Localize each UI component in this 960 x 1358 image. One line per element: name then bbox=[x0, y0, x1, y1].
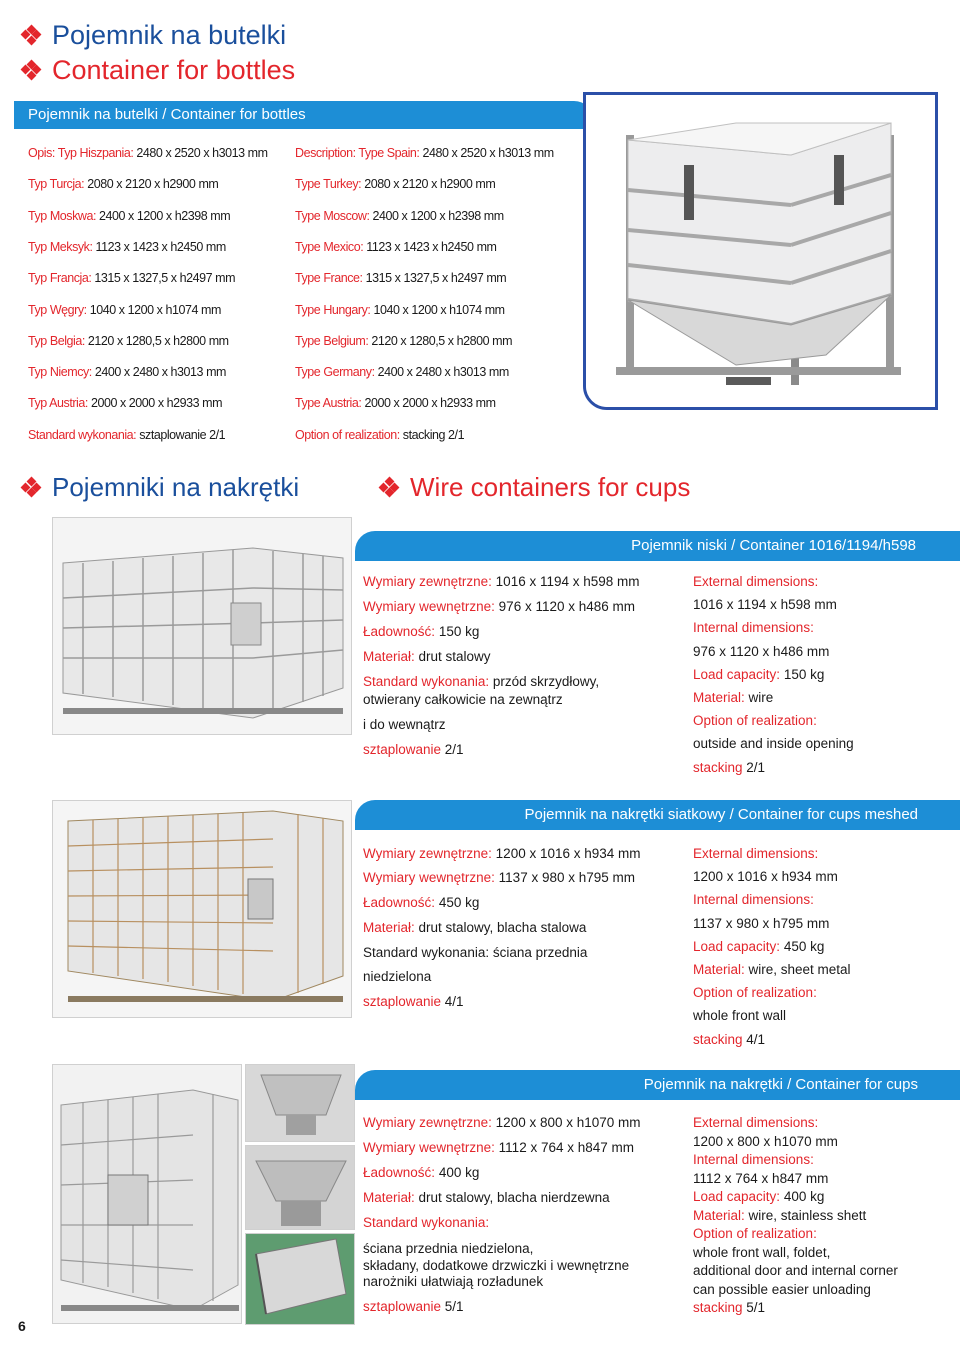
product2-bar: Pojemnik na nakrętki siatkowy / Container for cups meshed bbox=[355, 800, 960, 830]
spec-row bbox=[693, 1245, 830, 1260]
spec-row bbox=[693, 985, 817, 1000]
product3-bar: Pojemnik na nakrętki / Container for cups bbox=[355, 1070, 960, 1100]
diamond-bullet-icon bbox=[22, 61, 40, 79]
spec-row bbox=[363, 1215, 489, 1230]
spec-value: drut stalowy bbox=[414, 649, 491, 664]
spec-label: Internal dimensions: bbox=[693, 1152, 814, 1167]
spec-row bbox=[363, 599, 635, 614]
spec-row bbox=[693, 690, 773, 705]
spec-row bbox=[693, 869, 838, 884]
spec-value: 2080 x 2120 x h2900 mm bbox=[84, 177, 219, 192]
spec-label: Wymiary wewnętrzne: bbox=[363, 1140, 495, 1155]
spec-row bbox=[295, 240, 497, 254]
section2-title-pl: Pojemniki na nakrętki bbox=[22, 470, 299, 504]
spec-row bbox=[363, 1274, 543, 1289]
spec-row bbox=[363, 895, 479, 910]
spec-label: sztaplowanie bbox=[363, 994, 442, 1009]
spec-label: Wymiary zewnętrzne: bbox=[363, 846, 492, 861]
spec-row bbox=[693, 1171, 828, 1186]
spec-row bbox=[693, 892, 814, 907]
spec-row bbox=[295, 334, 512, 348]
spec-row bbox=[693, 667, 824, 682]
spec-row bbox=[693, 1189, 824, 1204]
spec-value: i do wewnątrz bbox=[363, 717, 446, 732]
spec-row bbox=[693, 1300, 765, 1315]
spec-value: outside and inside opening bbox=[693, 736, 854, 752]
spec-value: 976 x 1120 x h486 mm bbox=[494, 599, 636, 614]
spec-value: otwierany całkowicie na zewnątrz bbox=[363, 692, 563, 707]
spec-row bbox=[28, 334, 229, 348]
spec-label: Ładowność: bbox=[363, 1165, 436, 1180]
spec-value: 150 kg bbox=[780, 666, 825, 682]
spec-value: wire bbox=[744, 690, 774, 705]
title-pl: Pojemnik na butelki bbox=[22, 18, 286, 52]
spec-row bbox=[363, 674, 599, 689]
spec-label: sztaplowanie bbox=[363, 1299, 442, 1314]
spec-value: 450 kg bbox=[780, 938, 825, 954]
spec-label: Typ Niemcy: bbox=[28, 365, 92, 380]
spec-label: Typ Turcja: bbox=[28, 177, 85, 192]
spec-label: Ładowność: bbox=[363, 624, 436, 639]
spec-value: 1200 x 800 x h1070 mm bbox=[491, 1115, 641, 1130]
spec-label: Typ Austria: bbox=[28, 396, 88, 411]
spec-value: 4/1 bbox=[742, 1031, 766, 1047]
spec-row bbox=[693, 760, 765, 775]
spec-value: 4/1 bbox=[441, 994, 464, 1009]
spec-row bbox=[28, 146, 268, 160]
spec-row bbox=[295, 146, 554, 160]
spec-row bbox=[363, 692, 563, 707]
product3-photo-detail-2 bbox=[245, 1145, 355, 1230]
spec-row bbox=[363, 742, 464, 757]
spec-value: whole front wall bbox=[693, 1008, 787, 1024]
spec-value: 2400 x 2480 x h3013 mm bbox=[91, 365, 226, 380]
spec-value: 400 kg bbox=[780, 1189, 825, 1204]
spec-row bbox=[363, 994, 464, 1009]
bottles-bar: Pojemnik na butelki / Container for bottles bbox=[14, 101, 594, 129]
spec-value: 2480 x 2520 x h3013 mm bbox=[133, 146, 268, 160]
spec-row bbox=[295, 365, 509, 379]
spec-value: 1200 x 1016 x h934 mm bbox=[693, 869, 838, 885]
spec-row bbox=[693, 916, 829, 931]
spec-label: Wymiary zewnętrzne: bbox=[363, 1115, 492, 1130]
spec-row bbox=[693, 1152, 814, 1167]
spec-value: 2/1 bbox=[441, 742, 464, 757]
spec-label: Type Turkey: bbox=[295, 177, 362, 192]
spec-label: stacking bbox=[693, 1031, 743, 1047]
spec-value: Standard wykonania: ściana przednia bbox=[363, 945, 588, 960]
spec-value: whole front wall, foldet, bbox=[693, 1244, 831, 1260]
spec-row bbox=[28, 240, 226, 254]
spec-value: can possible easier unloading bbox=[693, 1281, 871, 1297]
spec-row bbox=[295, 303, 505, 317]
spec-value: 2000 x 2000 x h2933 mm bbox=[361, 396, 496, 411]
spec-label: Materiał: bbox=[363, 920, 415, 935]
spec-value: narożniki ułatwiają rozładunek bbox=[363, 1274, 544, 1289]
spec-value: additional door and internal corner bbox=[693, 1263, 898, 1278]
spec-row bbox=[363, 1190, 610, 1205]
spec-label: Load capacity: bbox=[693, 1189, 781, 1204]
spec-label: Standard wykonania: bbox=[28, 427, 137, 442]
spec-value: składany, dodatkowe drzwiczki i wewnętrzne bbox=[363, 1258, 630, 1273]
spec-label: Standard wykonania: bbox=[363, 1215, 490, 1230]
diamond-bullet-icon bbox=[22, 26, 40, 44]
product1-bar: Pojemnik niski / Container 1016/1194/h598 bbox=[355, 531, 960, 561]
spec-value: wire, sheet metal bbox=[744, 962, 851, 977]
spec-row bbox=[363, 717, 446, 732]
spec-row bbox=[363, 1241, 533, 1256]
spec-value: stacking 2/1 bbox=[399, 427, 465, 442]
spec-label: Wymiary zewnętrzne: bbox=[363, 574, 492, 589]
spec-row bbox=[363, 1165, 479, 1180]
spec-row bbox=[693, 962, 851, 977]
spec-row bbox=[295, 209, 504, 223]
diamond-bullet-icon bbox=[22, 478, 40, 496]
spec-value: 2/1 bbox=[742, 759, 766, 775]
spec-row bbox=[693, 1134, 838, 1149]
spec-row bbox=[363, 920, 586, 935]
spec-label: Type Moscow: bbox=[295, 208, 370, 223]
spec-row bbox=[363, 624, 479, 639]
spec-row bbox=[693, 1208, 866, 1223]
spec-row bbox=[295, 271, 506, 285]
spec-value: 5/1 bbox=[441, 1299, 464, 1314]
spec-row bbox=[363, 1299, 464, 1314]
spec-label: Material: bbox=[693, 962, 745, 977]
spec-label: Type Austria: bbox=[295, 396, 362, 411]
product2-photo bbox=[52, 800, 352, 1018]
spec-label: Load capacity: bbox=[693, 938, 781, 954]
spec-row bbox=[363, 1140, 634, 1155]
spec-label: Internal dimensions: bbox=[693, 620, 814, 636]
spec-row bbox=[693, 1282, 871, 1297]
spec-value: 1200 x 800 x h1070 mm bbox=[693, 1133, 838, 1149]
spec-value: ściana przednia niedzielona, bbox=[363, 1241, 534, 1256]
spec-label: Wymiary wewnętrzne: bbox=[363, 870, 495, 885]
spec-label: Typ Węgry: bbox=[28, 302, 87, 317]
spec-row bbox=[28, 177, 218, 191]
spec-row bbox=[28, 428, 225, 442]
spec-label: Option of realization: bbox=[693, 713, 817, 729]
spec-row bbox=[693, 846, 818, 861]
spec-value: 1200 x 1016 x h934 mm bbox=[491, 846, 641, 861]
spec-label: Typ Belgia: bbox=[28, 333, 85, 348]
spec-label: Option of realization: bbox=[693, 1226, 817, 1241]
spec-label: Typ Moskwa: bbox=[28, 208, 96, 223]
spec-label: External dimensions: bbox=[693, 1115, 819, 1130]
spec-value: 5/1 bbox=[742, 1300, 766, 1315]
spec-value: sztaplowanie 2/1 bbox=[136, 427, 226, 442]
spec-value: 1123 x 1423 x h2450 mm bbox=[92, 239, 226, 254]
spec-value: 1315 x 1327,5 x h2497 mm bbox=[362, 271, 507, 286]
spec-value: 2400 x 2480 x h3013 mm bbox=[374, 365, 509, 380]
spec-value: 2480 x 2520 x h3013 mm bbox=[419, 146, 554, 160]
title-en: Container for bottles bbox=[22, 53, 295, 87]
spec-value: 1016 x 1194 x h598 mm bbox=[491, 574, 640, 589]
spec-label: Description: Type Spain: bbox=[295, 146, 420, 160]
spec-value: 1137 x 980 x h795 mm bbox=[494, 870, 636, 885]
spec-label: Option of realization: bbox=[295, 427, 400, 442]
product3-photo-detail-3 bbox=[245, 1233, 355, 1325]
spec-value: 1315 x 1327,5 x h2497 mm bbox=[91, 271, 236, 286]
spec-value: 400 kg bbox=[435, 1165, 480, 1180]
spec-value: 2400 x 1200 x h2398 mm bbox=[369, 208, 504, 223]
spec-label: Typ Francja: bbox=[28, 271, 92, 286]
spec-label: Internal dimensions: bbox=[693, 892, 814, 908]
spec-label: Opis: Typ Hiszpania: bbox=[28, 146, 134, 160]
spec-label: sztaplowanie bbox=[363, 742, 442, 757]
spec-value: 2400 x 1200 x h2398 mm bbox=[96, 208, 231, 223]
spec-value: 1040 x 1200 x h1074 mm bbox=[86, 302, 221, 317]
spec-value: wire, stainless shett bbox=[744, 1207, 867, 1223]
spec-label: External dimensions: bbox=[693, 574, 819, 589]
spec-row bbox=[693, 939, 824, 954]
spec-row bbox=[693, 713, 817, 728]
spec-label: Type Mexico: bbox=[295, 239, 364, 254]
spec-label: stacking bbox=[693, 759, 743, 775]
spec-label: Wymiary wewnętrzne: bbox=[363, 599, 495, 614]
section2-title-en: Wire containers for cups bbox=[380, 470, 690, 504]
spec-value: 2080 x 2120 x h2900 mm bbox=[361, 177, 496, 192]
spec-value: 1016 x 1194 x h598 mm bbox=[693, 597, 837, 613]
spec-value: 1112 x 764 x h847 mm bbox=[693, 1170, 829, 1186]
spec-row bbox=[693, 574, 818, 589]
spec-value: 2120 x 1280,5 x h2800 mm bbox=[84, 333, 229, 348]
spec-value: 976 x 1120 x h486 mm bbox=[693, 643, 830, 659]
spec-label: Type France: bbox=[295, 271, 363, 286]
spec-row bbox=[363, 846, 641, 861]
spec-row bbox=[693, 1263, 898, 1278]
spec-label: Material: bbox=[693, 690, 745, 705]
spec-label: Type Belgium: bbox=[295, 333, 369, 348]
spec-row bbox=[295, 177, 495, 191]
product3-photo-detail-1 bbox=[245, 1064, 355, 1142]
spec-value: 1040 x 1200 x h1074 mm bbox=[370, 302, 505, 317]
spec-row bbox=[693, 1115, 818, 1130]
spec-row bbox=[363, 574, 640, 589]
page-number: 6 bbox=[18, 1318, 26, 1334]
spec-value: 1112 x 764 x h847 mm bbox=[494, 1140, 635, 1155]
spec-label: Option of realization: bbox=[693, 985, 817, 1001]
spec-value: 1137 x 980 x h795 mm bbox=[693, 915, 830, 931]
spec-row bbox=[28, 396, 222, 410]
spec-label: Materiał: bbox=[363, 1190, 415, 1205]
spec-value: 2120 x 1280,5 x h2800 mm bbox=[368, 333, 513, 348]
spec-row bbox=[363, 1258, 629, 1273]
spec-row bbox=[28, 365, 226, 379]
spec-label: Typ Meksyk: bbox=[28, 239, 93, 254]
spec-row bbox=[363, 870, 635, 885]
spec-label: Materiał: bbox=[363, 649, 415, 664]
spec-row bbox=[693, 597, 837, 612]
bottle-container-photo bbox=[583, 92, 938, 410]
spec-row bbox=[28, 271, 235, 285]
spec-row bbox=[693, 736, 854, 751]
spec-label: Type Germany: bbox=[295, 365, 375, 380]
spec-row bbox=[693, 644, 829, 659]
spec-label: Material: bbox=[693, 1207, 745, 1223]
spec-row bbox=[693, 1226, 817, 1241]
spec-row bbox=[295, 396, 496, 410]
spec-value: 2000 x 2000 x h2933 mm bbox=[87, 396, 223, 411]
spec-value: drut stalowy, blacha nierdzewna bbox=[414, 1190, 610, 1205]
spec-row bbox=[363, 945, 587, 960]
spec-label: External dimensions: bbox=[693, 846, 819, 861]
diamond-bullet-icon bbox=[380, 478, 398, 496]
spec-value: przód skrzydłowy, bbox=[489, 674, 600, 689]
product1-photo bbox=[52, 517, 352, 735]
spec-row bbox=[295, 428, 464, 442]
spec-row bbox=[28, 303, 221, 317]
spec-row bbox=[693, 1032, 765, 1047]
spec-row bbox=[693, 620, 814, 635]
spec-value: niedzielona bbox=[363, 969, 432, 984]
spec-value: drut stalowy, blacha stalowa bbox=[414, 920, 587, 935]
spec-row bbox=[363, 649, 491, 664]
spec-label: stacking bbox=[693, 1300, 743, 1315]
spec-row bbox=[363, 969, 431, 984]
spec-row bbox=[363, 1115, 641, 1130]
spec-value: 1123 x 1423 x h2450 mm bbox=[363, 239, 497, 254]
spec-label: Ładowność: bbox=[363, 895, 436, 910]
spec-row bbox=[28, 209, 230, 223]
spec-label: Standard wykonania: bbox=[363, 674, 490, 689]
spec-value: 450 kg bbox=[435, 895, 480, 910]
spec-label: Load capacity: bbox=[693, 666, 781, 682]
product3-photo-main bbox=[52, 1064, 242, 1324]
spec-value: 150 kg bbox=[435, 624, 480, 639]
spec-row bbox=[693, 1008, 786, 1023]
spec-label: Type Hungary: bbox=[295, 302, 371, 317]
